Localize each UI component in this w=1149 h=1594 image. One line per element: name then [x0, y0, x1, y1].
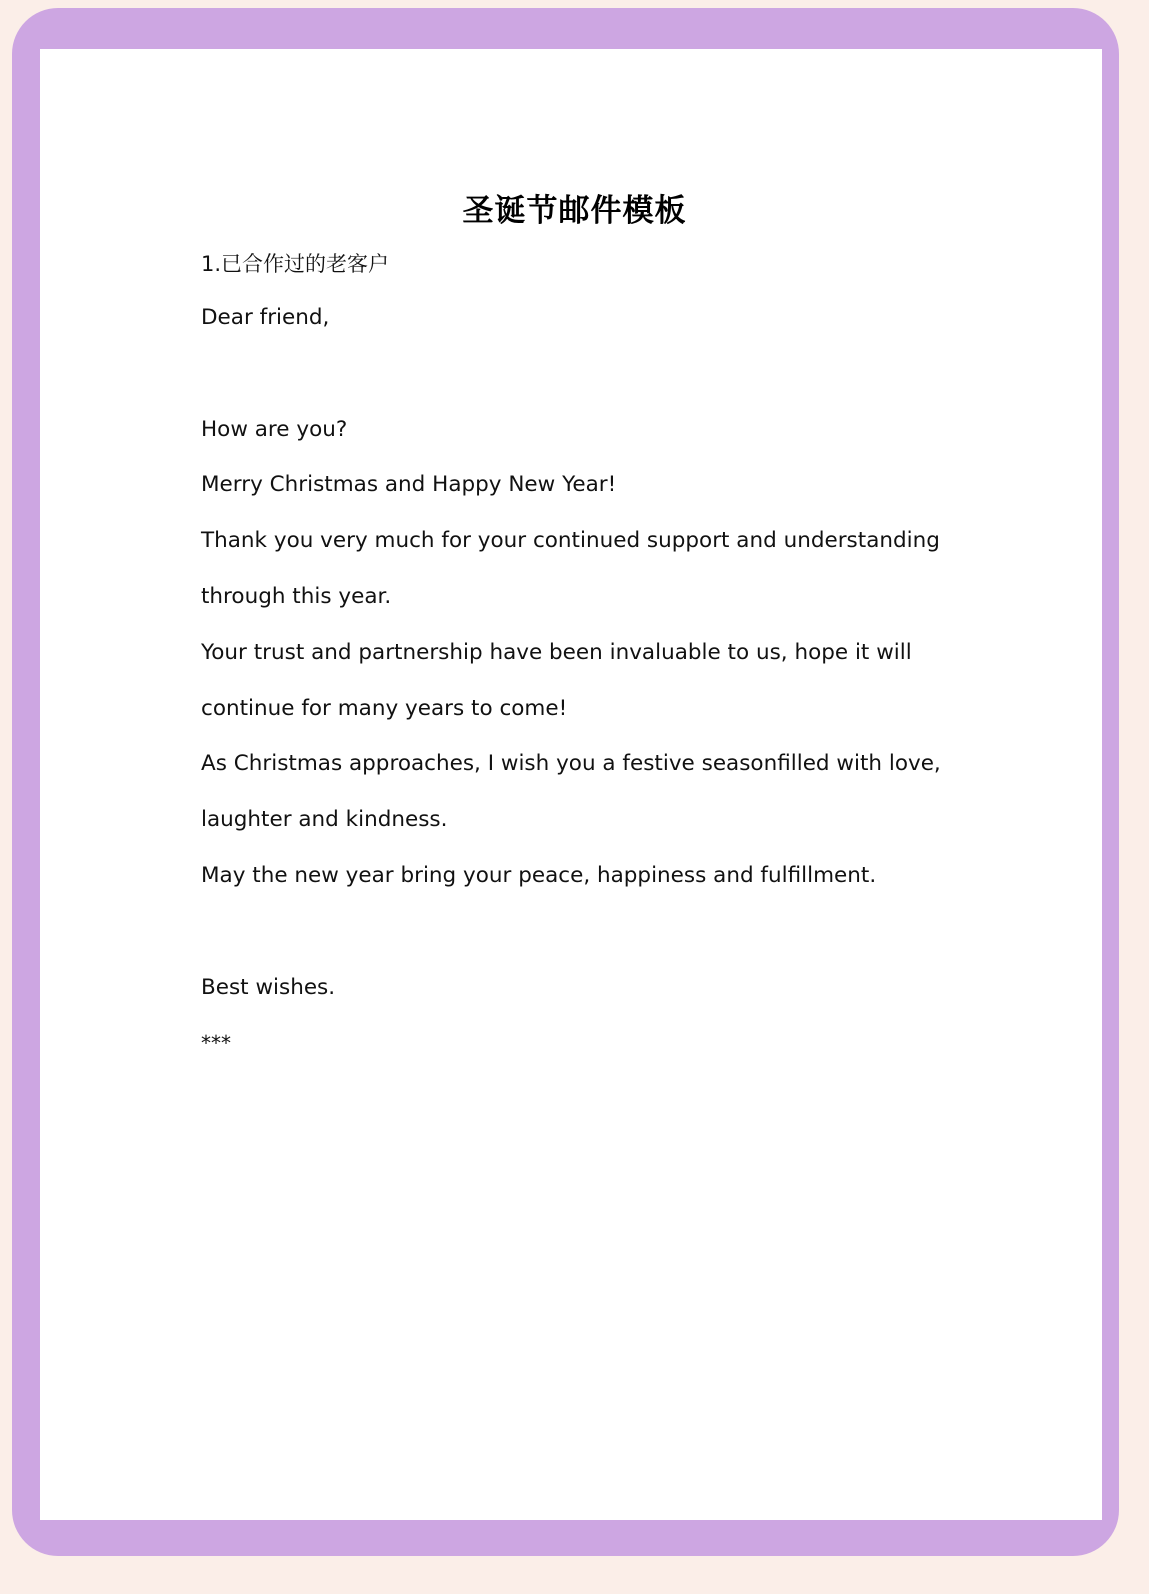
- body-line: May the new year bring your peace, happiness and fulfillment.: [201, 862, 877, 888]
- blank-line: [201, 915, 941, 971]
- section-heading: 1.已合作过的老客户: [201, 252, 390, 276]
- blank-line: [201, 357, 941, 413]
- email-body: [201, 301, 941, 1082]
- body-line: How are you?: [201, 416, 348, 442]
- body-line: Merry Christmas and Happy New Year!: [201, 472, 617, 498]
- body-line: As Christmas approaches, I wish you a festive seasonfilled with love,: [201, 751, 941, 777]
- closing-line: Best wishes.: [201, 974, 336, 1000]
- greeting-line: Dear friend,: [201, 305, 330, 330]
- document-title: 圣诞节邮件模板: [462, 193, 687, 229]
- body-line: Your trust and partnership have been invaluable to us, hope it will: [201, 639, 912, 665]
- body-line: through this year.: [201, 583, 392, 609]
- body-line: laughter and kindness.: [201, 807, 448, 833]
- signature-line: ***: [201, 1031, 231, 1056]
- body-line: Thank you very much for your continued support and understanding: [201, 528, 940, 554]
- body-line: continue for many years to come!: [201, 695, 568, 721]
